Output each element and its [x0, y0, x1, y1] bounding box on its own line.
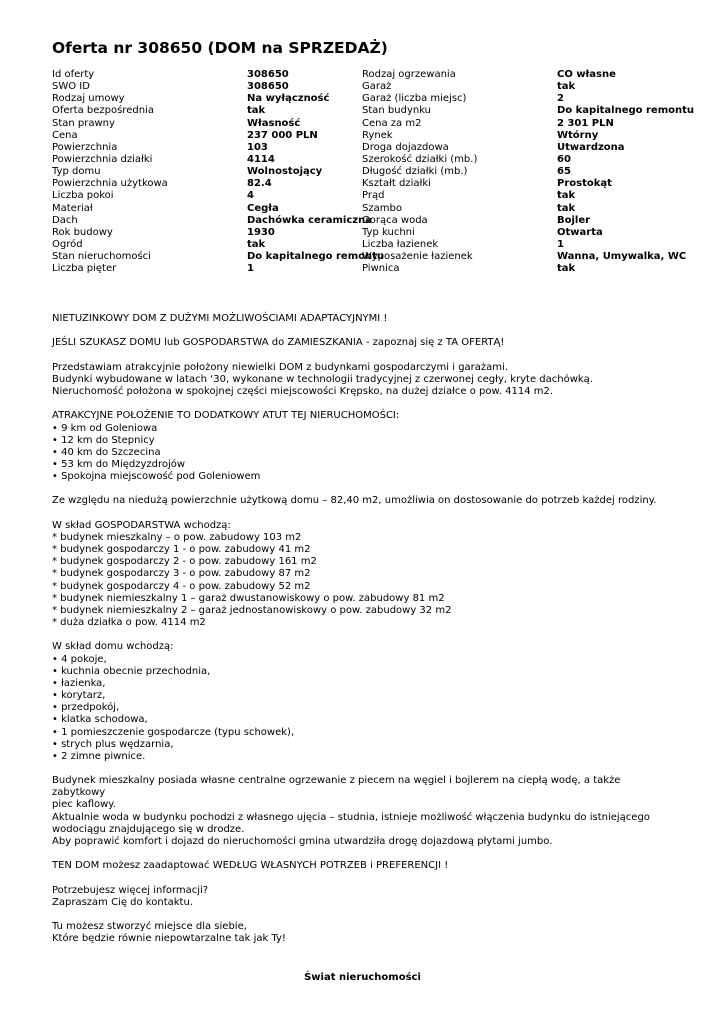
spec-value-text: 1: [247, 263, 254, 275]
description-line: Ze względu na niedużą powierzchnie użytkową domu – 82,40 m2, umożliwia on dostosowanie do potrzeb każdej rodziny.: [52, 495, 657, 507]
spec-label: [52, 263, 247, 275]
description-paragraph: [52, 860, 672, 872]
spec-label-text: Rodzaj ogrzewania: [362, 69, 456, 80]
spec-value: [557, 154, 725, 166]
spec-value-text: 237 000 PLN: [247, 129, 318, 141]
description-line: • 9 km od Goleniowa: [52, 422, 158, 434]
spec-label-text: Id oferty: [52, 69, 95, 80]
description-line: • 53 km do Międzyzdrojów: [52, 458, 186, 470]
spec-label: [52, 118, 247, 130]
spec-label-text: Stan nieruchomości: [52, 251, 151, 263]
spec-label: [52, 203, 247, 215]
spec-value-text: tak: [557, 263, 576, 275]
spec-label: [52, 178, 247, 190]
description-paragraph: [52, 921, 672, 945]
spec-value: [557, 203, 725, 215]
spec-label: [362, 166, 557, 178]
description-line: * budynek gospodarczy 1 - o pow. zabudowy 41 m2: [52, 544, 311, 556]
spec-value-text: Do kapitalnego remontu: [247, 251, 385, 263]
spec-label-text: Cena za m2: [362, 117, 422, 129]
spec-label: [362, 118, 557, 130]
spec-value: [557, 142, 725, 154]
spec-value-text: tak: [557, 202, 576, 214]
spec-value: [557, 263, 725, 275]
spec-value: [557, 251, 725, 263]
spec-label-text: Wyposażenie łazienek: [362, 251, 473, 263]
spec-value: [557, 178, 725, 190]
offer-description: [52, 313, 672, 958]
spec-label-text: Ogród: [52, 238, 83, 250]
description-line: • klatka schodowa,: [52, 714, 148, 726]
spec-label-text: Stan prawny: [52, 117, 115, 129]
spec-label-text: Piwnica: [362, 263, 400, 275]
spec-label: [52, 166, 247, 178]
spec-label-text: Powierzchnia działki: [52, 153, 153, 165]
spec-label-text: SWO ID: [52, 81, 90, 93]
description-line: Aby poprawić komfort i dojazd do nieruchomości gmina utwardziła drogę dojazdową płytami jumbo.: [52, 835, 553, 847]
spec-label-text: Materiał: [52, 202, 93, 214]
description-paragraph: [52, 362, 672, 398]
spec-value-text: Do kapitalnego remontu: [557, 105, 695, 117]
description-paragraph: [52, 313, 672, 325]
description-line: • łazienka,: [52, 677, 106, 689]
spec-value: [557, 227, 725, 239]
description-paragraph: [52, 641, 672, 763]
spec-label: [362, 105, 557, 117]
description-line: Nieruchomość położona w spokojnej części miejscowości Krępsko, na dużej działce o pow. 4114 m2.: [52, 386, 554, 397]
spec-label-text: Dach: [52, 214, 78, 226]
spec-label: [362, 69, 557, 81]
spec-label-text: Długość działki (mb.): [362, 166, 468, 178]
spec-value: [557, 118, 725, 130]
spec-label-text: Szambo: [362, 202, 402, 214]
spec-value: [557, 93, 725, 105]
spec-value: [557, 215, 725, 227]
description-line: TEN DOM możesz zaadaptować WEDŁUG WŁASNYCH POTRZEB i PREFERENCJI !: [52, 860, 449, 872]
spec-label: [52, 142, 247, 154]
spec-value-text: Na wyłączność: [247, 93, 330, 105]
description-line: W skład GOSPODARSTWA wchodzą:: [52, 519, 231, 531]
footer-brand: Świat nieruchomości: [304, 972, 421, 983]
description-line: Które będzie równie niepowtarzalne tak jak Ty!: [52, 933, 286, 945]
spec-label-text: Typ kuchni: [362, 226, 415, 238]
spec-value-text: tak: [557, 81, 576, 93]
spec-value-text: 4114: [247, 153, 275, 165]
spec-label-text: Rodzaj umowy: [52, 93, 125, 105]
description-line: * budynek niemieszkalny 2 – garaż jednostanowiskowy o pow. zabudowy 32 m2: [52, 604, 452, 616]
description-line: wodociągu znajdującego się w drodze.: [52, 823, 245, 835]
spec-label: [362, 190, 557, 202]
spec-label-text: Rynek: [362, 129, 393, 141]
spec-label-text: Stan budynku: [362, 105, 432, 117]
spec-label-text: Cena: [52, 129, 78, 141]
spec-label: [362, 93, 557, 105]
description-line: Tu możesz stworzyć miejsce dla siebie,: [52, 921, 247, 933]
spec-value: [557, 69, 725, 81]
spec-label-text: Gorąca woda: [362, 214, 428, 226]
spec-label-text: Szerokość działki (mb.): [362, 153, 478, 165]
spec-value: [557, 81, 725, 93]
spec-value-text: 60: [557, 153, 571, 165]
spec-label: [52, 239, 247, 251]
spec-label: [362, 263, 557, 275]
spec-value-text: 103: [247, 141, 268, 153]
spec-label: [52, 154, 247, 166]
description-line: JEŚLI SZUKASZ DOMU lub GOSPODARSTWA do ZAMIESZKANIA - zapoznaj się z TA OFERTĄ!: [52, 337, 505, 349]
spec-value: [557, 166, 725, 178]
description-line: * budynek niemieszkalny 1 – garaż dwustanowiskowy o pow. zabudowy 81 m2: [52, 592, 445, 604]
description-line: Zapraszam Cię do kontaktu.: [52, 896, 193, 908]
spec-value: [557, 239, 725, 251]
spec-value-text: 308650: [247, 69, 289, 80]
description-line: • korytarz,: [52, 690, 106, 702]
spec-label: [362, 203, 557, 215]
spec-label: [52, 93, 247, 105]
description-line: • 40 km do Szczecina: [52, 446, 161, 458]
description-line: Budynki wybudowane w latach ‘30, wykonane w technologii tradycyjnej z czerwonej cegły, kryte dachówką.: [52, 373, 593, 385]
description-line: • 2 zimne piwnice.: [52, 750, 146, 762]
spec-value-text: Wtórny: [557, 129, 599, 141]
description-line: * budynek gospodarczy 2 - o pow. zabudowy 161 m2: [52, 556, 317, 568]
description-line: Budynek mieszkalny posiada własne centralne ogrzewanie z piecem na węgiel i bojlerem na ciepłą wodę, a także zabytkowy: [52, 775, 621, 799]
spec-label: [362, 239, 557, 251]
spec-label: [52, 190, 247, 202]
spec-label-text: Prąd: [362, 190, 385, 202]
spec-label: [362, 154, 557, 166]
spec-label: [362, 81, 557, 93]
description-paragraph: [52, 885, 672, 909]
spec-value-text: 65: [557, 166, 571, 178]
description-line: * budynek gospodarczy 4 - o pow. zabudowy 52 m2: [52, 580, 311, 592]
spec-label: [362, 130, 557, 142]
spec-value: [557, 130, 725, 142]
spec-value-text: Otwarta: [557, 226, 603, 238]
description-line: * duża działka o pow. 4114 m2: [52, 617, 206, 629]
description-line: Aktualnie woda w budynku pochodzi z własnego ujęcia – studnia, istnieje możliwość włączenia budynku do istniejącego: [52, 811, 650, 823]
description-line: • strych plus wędzarnia,: [52, 738, 174, 750]
spec-value-text: tak: [557, 190, 576, 202]
spec-value-text: 82.4: [247, 178, 272, 190]
spec-label-text: Garaż: [362, 81, 392, 93]
spec-label-text: Garaż (liczba miejsc): [362, 93, 467, 105]
spec-value-text: Bojler: [557, 214, 591, 226]
spec-value: [557, 105, 725, 117]
description-line: * budynek gospodarczy 3 - o pow. zabudowy 87 m2: [52, 568, 311, 580]
description-paragraph: [52, 775, 672, 848]
description-line: NIETUZINKOWY DOM Z DUŻYMI MOŻLIWOŚCIAMI ADAPTACYJNYMI !: [52, 313, 388, 324]
spec-label-text: Powierzchnia: [52, 141, 118, 153]
spec-label-text: Kształt działki: [362, 178, 431, 190]
spec-label: [52, 130, 247, 142]
description-paragraph: [52, 520, 672, 629]
spec-label-text: Liczba pięter: [52, 263, 117, 275]
spec-label: [52, 251, 247, 263]
spec-value-text: 308650: [247, 81, 289, 93]
specs-table: [52, 69, 722, 285]
spec-value-text: CO własne: [557, 69, 616, 80]
description-line: Przedstawiam atrakcyjnie położony niewielki DOM z budynkami gospodarczymi i garażami.: [52, 361, 508, 373]
spec-label: [362, 227, 557, 239]
spec-value-text: 4: [247, 190, 254, 202]
spec-value-text: 2: [557, 93, 564, 105]
spec-value-text: Wanna, Umywalka, WC: [557, 251, 687, 263]
spec-label: [52, 215, 247, 227]
spec-value-text: 1: [557, 238, 564, 250]
spec-label: [52, 105, 247, 117]
spec-value-text: 1930: [247, 226, 275, 238]
spec-label-text: Oferta bezpośrednia: [52, 105, 154, 117]
description-paragraph: [52, 410, 672, 483]
spec-value-text: Utwardzona: [557, 141, 625, 153]
spec-label: [52, 227, 247, 239]
spec-value: [557, 190, 725, 202]
spec-value-text: Prostokąt: [557, 178, 612, 190]
spec-label-text: Typ domu: [52, 166, 101, 178]
description-line: • 1 pomieszczenie gospodarcze (typu schowek),: [52, 726, 295, 738]
spec-label: [362, 178, 557, 190]
spec-value-text: Cegła: [247, 202, 279, 214]
description-line: Potrzebujesz więcej informacji?: [52, 884, 209, 896]
spec-label: [52, 81, 247, 93]
spec-value-text: Własność: [247, 117, 301, 129]
spec-label: [362, 215, 557, 227]
description-paragraph: [52, 337, 672, 349]
spec-value-text: Wolnostojący: [247, 166, 323, 178]
spec-value-text: 2 301 PLN: [557, 117, 614, 129]
spec-label: [52, 69, 247, 81]
spec-label-text: Liczba pokoi: [52, 190, 114, 202]
description-line: * budynek mieszkalny – o pow. zabudowy 103 m2: [52, 531, 302, 543]
description-paragraph: [52, 495, 672, 507]
page-title: Oferta nr 308650 (DOM na SPRZEDAŻ): [52, 39, 388, 57]
spec-label: [362, 142, 557, 154]
spec-label: [362, 251, 557, 263]
spec-value-text: Dachówka ceramiczna: [247, 214, 372, 226]
description-line: • Spokojna miejscowość pod Goleniowem: [52, 471, 261, 483]
spec-value-text: tak: [247, 238, 266, 250]
spec-value-text: tak: [247, 105, 266, 117]
description-line: • 12 km do Stepnicy: [52, 434, 155, 446]
specs-left-labels: [52, 69, 247, 275]
description-line: W skład domu wchodzą:: [52, 641, 174, 653]
description-line: • przedpokój,: [52, 702, 120, 714]
specs-right-labels: [362, 69, 557, 275]
spec-label-text: Powierzchnia użytkowa: [52, 178, 168, 190]
spec-label-text: Liczba łazienek: [362, 238, 439, 250]
description-line: ATRAKCYJNE POŁOŻENIE TO DODATKOWY ATUT TEJ NIERUCHOMOŚCI:: [52, 410, 400, 422]
specs-right-values: [557, 69, 725, 275]
spec-label-text: Droga dojazdowa: [362, 141, 449, 153]
spec-label-text: Rok budowy: [52, 226, 113, 238]
description-line: piec kaflowy.: [52, 799, 116, 811]
description-line: • kuchnia obecnie przechodnia,: [52, 665, 211, 677]
description-line: • 4 pokoje,: [52, 653, 107, 665]
